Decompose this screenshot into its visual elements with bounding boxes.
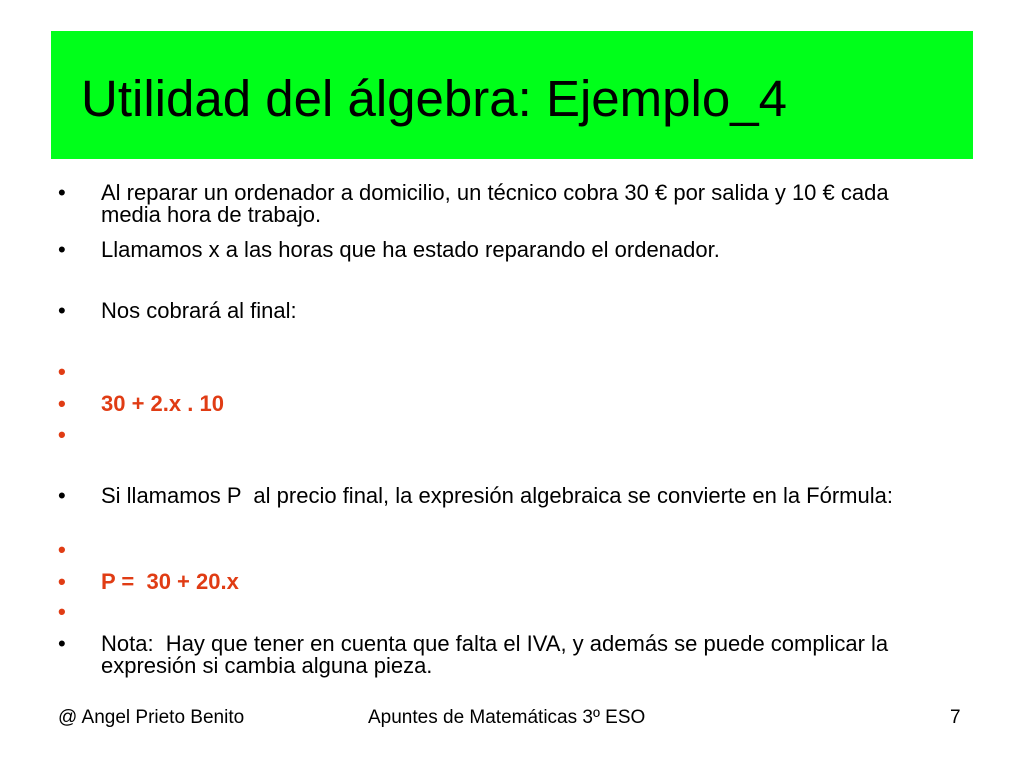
bullet-dot: •	[58, 298, 66, 323]
bullet-dot: •	[58, 569, 66, 594]
bullet-dot: •	[58, 422, 66, 447]
bullet-item	[58, 485, 938, 507]
footer-course: Apuntes de Matemáticas 3º ESO	[368, 707, 646, 728]
page-number: 7	[950, 707, 961, 728]
bullet-text: Si llamamos P al precio final, la expresión algebraica se convierte en la Fórmula:	[101, 483, 893, 508]
bullet-dot: •	[58, 483, 66, 508]
bullet-text: Nos cobrará al final:	[101, 298, 297, 323]
bullet-text: Nota: Hay que tener en cuenta que falta el IVA, y además se puede complicar la expresión si cambia alguna pieza.	[101, 631, 895, 678]
bullet-dot: •	[58, 599, 66, 624]
formula-expression: 30 + 2.x . 10	[101, 391, 224, 416]
bullet-text: Llamamos x a las horas que ha estado reparando el ordenador.	[101, 237, 720, 262]
bullet-dot: •	[58, 359, 66, 384]
bullet-item	[58, 633, 938, 677]
bullet-dot: •	[58, 237, 66, 262]
bullet-dot: •	[58, 180, 66, 205]
bullet-item-formula	[58, 571, 938, 593]
bullet-dot: •	[58, 631, 66, 656]
formula-result: P = 30 + 20.x	[101, 569, 239, 594]
bullet-item-formula	[58, 393, 938, 415]
slide-title: Utilidad del álgebra: Ejemplo_4	[81, 70, 787, 127]
bullet-dot: •	[58, 391, 66, 416]
footer-author: @ Angel Prieto Benito	[58, 707, 245, 728]
bullet-item	[58, 182, 938, 226]
bullet-text: Al reparar un ordenador a domicilio, un técnico cobra 30 € por salida y 10 € cada media hora de trabajo.	[101, 180, 895, 227]
bullet-item	[58, 239, 938, 261]
bullet-item	[58, 300, 938, 322]
bullet-dot: •	[58, 537, 66, 562]
